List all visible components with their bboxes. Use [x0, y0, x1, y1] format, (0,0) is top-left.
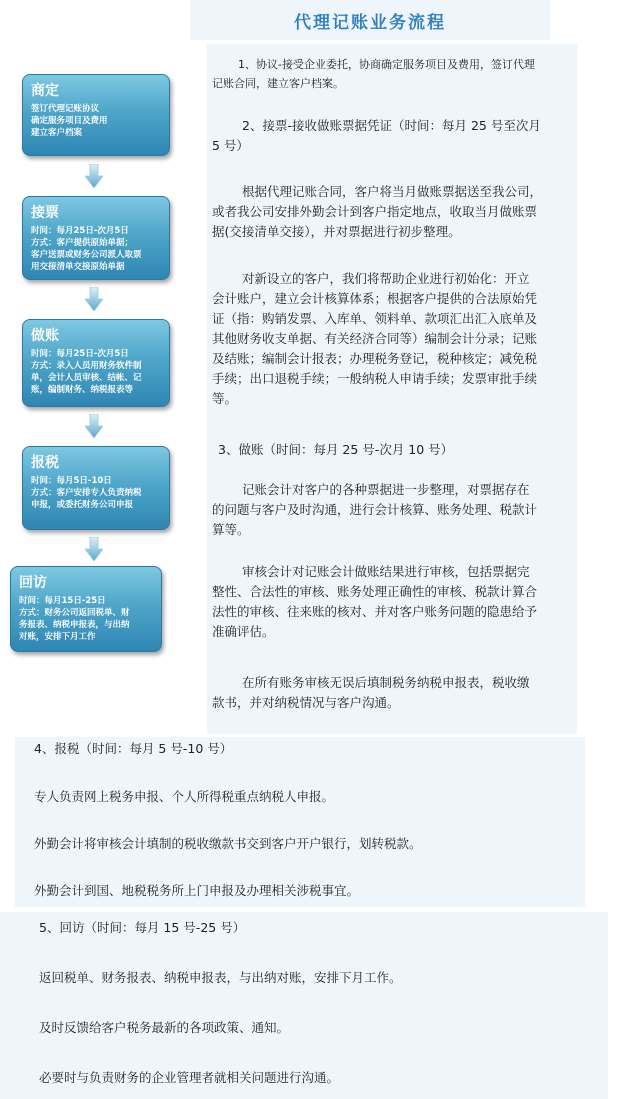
section-tax-heading: 4、报税（时间：每月 5 号-10 号）: [34, 741, 233, 756]
text-line: 证（指：购销发票、入库单、领料单、款项汇出汇入底单及: [212, 311, 538, 326]
paragraph-contract: [212, 182, 572, 242]
paragraph-tax-filing: [212, 673, 572, 713]
flow-box-title: 回访: [19, 575, 47, 591]
text-line: 在所有账务审核无误后填制税务纳税申报表，税收缴: [242, 675, 530, 690]
section-followup-line-3: 必要时与负责财务的企业管理者就相关问题进行沟通。: [39, 1070, 340, 1085]
paragraph-bookkeeping-heading: [212, 440, 572, 460]
flow-box-line: 时间：每月15日-25日: [19, 596, 106, 606]
flow-box-tax: [22, 446, 170, 530]
text-line: 2、接票-接收做账票据凭证（时间：每月 25 号至次月: [242, 118, 541, 133]
text-line: 对新设立的客户，我们将帮助企业进行初始化：开立: [242, 271, 530, 286]
text-line: 的问题与客户及时沟通，进行会计核算、账务处理、税款计: [212, 502, 538, 517]
section-tax-line-2: 外勤会计将审核会计填制的税收缴款书交到客户开户银行，划转税款。: [34, 836, 422, 851]
text-line: 或者我公司安排外勤会计到客户指定地点，收取当月做账票: [212, 204, 538, 219]
text-line: 手续；出口退税手续；一般纳税人申请手续；发票审批手续: [212, 371, 538, 386]
flow-box-line: 方式：客户提供原始单据；: [31, 238, 134, 248]
flow-arrow-icon: [85, 164, 103, 188]
section-tax-line-1: 专人负责网上税务申报、个人所得税重点纳税人申报。: [34, 789, 335, 804]
flow-box-line: 时间：每月25日-次月5日: [31, 226, 129, 236]
flow-arrow-icon: [85, 537, 103, 561]
flow-box-title: 做账: [31, 328, 59, 344]
text-line: 会计账户，建立会计核算体系；根据客户提供的合法原始凭: [212, 291, 538, 306]
flow-box-bookkeeping: [22, 319, 170, 407]
text-line: 整性、合法性的审核、账务处理正确性的审核、税款计算合: [212, 584, 538, 599]
flow-box-line: 单，会计人员审核、结帐、记: [31, 373, 142, 383]
flow-box-receive: [22, 196, 170, 280]
flow-box-title: 商定: [31, 83, 59, 99]
text-line: 及结账；编制会计报表；办理税务登记，税种核定；减免税: [212, 351, 538, 366]
flow-box-line: 确定服务项目及费用: [31, 116, 108, 126]
flow-box-line: 时间：每月25日-次月5日: [31, 349, 129, 359]
flow-box-line: 时间：每月5日-10日: [31, 476, 112, 486]
paragraph-review: [212, 562, 574, 642]
flow-box-line: 方式：录入人员用财务软件制: [31, 361, 142, 371]
text-line: 其他财务收支单据、有关经济合同等）编制会计分录；记账: [212, 331, 538, 346]
text-line: 款书，并对纳税情况与客户沟通。: [212, 695, 400, 710]
flow-arrow-icon: [85, 414, 103, 438]
text-line: 准确评估。: [212, 624, 275, 639]
text-line: 1、协议-接受企业委托，协商确定服务项目及费用，签订代理: [238, 58, 535, 71]
flow-box-line: 账，编制财务、纳税报表等: [31, 385, 134, 395]
flow-box-negotiate: [22, 74, 170, 156]
flow-box-line: 客户送票或财务公司派人取票: [31, 250, 142, 260]
flow-box-line: 申报，或委托财务公司申报: [31, 500, 134, 510]
flow-box-line: 建立客户档案: [31, 128, 83, 138]
text-line: 等。: [212, 391, 238, 406]
paragraph-new-clients: [212, 269, 572, 409]
text-line: 法性的审核、往来账的核对、并对客户账务问题的隐患给予: [212, 604, 538, 619]
text-line: 3、做账（时间：每月 25 号-次月 10 号）: [218, 442, 454, 457]
flow-box-title: 接票: [31, 205, 59, 221]
page-title: 代理记账业务流程: [294, 12, 446, 33]
flow-box-title: 报税: [31, 455, 59, 471]
paragraph-receive-tickets: [212, 116, 572, 156]
flow-box-line: 用交接清单交接原始单据: [31, 262, 125, 272]
flow-box-line: 方式：财务公司返回税单、财: [19, 608, 130, 618]
section-followup-line-1: 返回税单、财务报表、纳税申报表，与出纳对账，安排下月工作。: [39, 970, 402, 985]
text-line: 记账会计对客户的各种票据进一步整理，对票据存在: [242, 482, 530, 497]
flow-box-line: 方式：客户安排专人负责纳税: [31, 488, 142, 498]
text-line: 算等。: [212, 522, 250, 537]
section-followup-line-2: 及时反馈给客户税务最新的各项政策、通知。: [39, 1020, 290, 1035]
paragraph-agreement: [212, 55, 572, 93]
text-line: 5 号）: [212, 138, 249, 153]
flow-box-line: 务报表、纳税申报表，与出纳: [19, 620, 130, 630]
section-followup-heading: 5、回访（时间：每月 15 号-25 号）: [39, 920, 246, 935]
paragraph-bookkeeping: [212, 480, 572, 540]
flow-box-line: 签订代理记账协议: [31, 104, 100, 114]
flow-box-followup: [10, 566, 162, 652]
flow-box-line: 对账，安排下月工作: [19, 632, 96, 642]
title-bar: [190, 0, 550, 40]
text-line: 记账合同，建立客户档案。: [212, 77, 344, 90]
section-tax-line-3: 外勤会计到国、地税税务所上门申报及办理相关涉税事宜。: [34, 883, 360, 898]
flow-arrow-icon: [85, 287, 103, 311]
text-line: 根据代理记账合同，客户将当月做账票据送至我公司，: [242, 184, 543, 199]
text-line: 据(交接清单交接），并对票据进行初步整理。: [212, 224, 461, 239]
text-line: 审核会计对记账会计做账结果进行审核，包括票据完: [242, 564, 530, 579]
